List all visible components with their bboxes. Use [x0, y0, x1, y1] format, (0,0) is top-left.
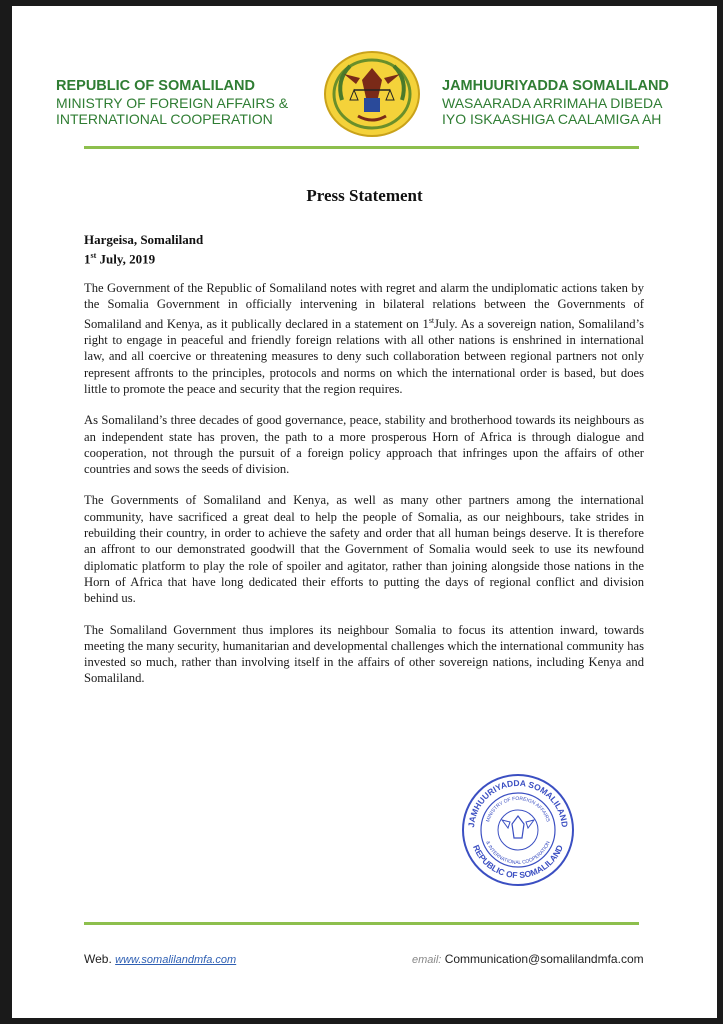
footer-website — [84, 952, 236, 966]
email-label: email: — [412, 954, 442, 966]
dateline — [84, 232, 203, 267]
coat-of-arms-icon — [322, 50, 422, 138]
page-title: Press Statement — [306, 186, 423, 205]
date-day: 1 — [84, 251, 91, 267]
header-ministry-en: MINISTRY OF FOREIGN AFFAIRS & — [56, 94, 289, 111]
document-page — [12, 6, 717, 1018]
header-ministry-so-2: IYO ISKAASHIGA CAALAMIGA AH — [442, 111, 662, 127]
paragraph-1-sup: st — [428, 315, 435, 325]
header-somali — [442, 78, 669, 128]
header-country-en: REPUBLIC OF SOMALILAND — [56, 78, 255, 94]
date — [84, 248, 203, 267]
date-rest: July, 2019 — [96, 251, 156, 267]
paragraph-3: The Governments of Somaliland and Kenya, as well as many other partners among the international community, have sacrificed a great deal to help the people of Somalia, as our neighbours, take strides in rebuilding their country, in order to achieve the safety and order that all human beings deserve. It is therefore an affront to our demonstrated goodwill that the Government of Somalia would seek to use its newfound diplomatic platform to play the role of spoiler and agitator, rather than joining alongside those nations in the Horn of Africa that have long dedicated their efforts to putting the days of regional conflict and division behind us. — [84, 493, 644, 606]
stamp-outer-bottom: REPUBLIC OF SOMALILAND — [471, 843, 565, 881]
paragraph-2: As Somaliland’s three decades of good governance, peace, stability and brotherhood towards its neighbours as an independent state has proven, the path to a more prosperous Horn of Africa is through dialogue and cooperation, not through the pursuit of a foreign policy approach that infringes upon the affairs of other countries and sows the seeds of division. — [84, 413, 644, 477]
header-ministry-en-2: INTERNATIONAL COOPERATION — [56, 111, 273, 127]
stamp-inner-text: MINISTRY OF FOREIGN AFFAIRS — [485, 795, 551, 823]
paragraph-1-text: The Government of the Republic of Somaliland notes with regret and alarm the undiplomatic actions taken by the Somalia Government in officially intervening in bilateral relations between the Governments of Somaliland and Kenya, as it publically declared in a statement on 1 — [84, 281, 644, 331]
paragraph-1-text-cont: July. As a sovereign nation, Somaliland’s right to engage in peaceful and friendly foreign relations with all other nations is enshrined in international law, and all coercive or threatening measures to deny such collaboration between regional partners not only represent affronts to the principles, protocols and norms on which the international order is based, but does little to promote the peace and security that the region requires. — [84, 316, 645, 396]
header-country-so: JAMHUURIYADDA SOMALILAND — [442, 78, 669, 94]
paragraph-1 — [84, 280, 644, 397]
header-divider — [84, 146, 639, 149]
website-link[interactable]: www.somalilandmfa.com — [115, 954, 237, 966]
footer-email — [412, 952, 644, 966]
stamp-outer-text: JAMHUURIYADDA SOMALILAND — [466, 777, 570, 828]
header-english — [56, 78, 288, 128]
paragraph-4: The Somaliland Government thus implores its neighbour Somalia to focus its attention inward, towards meeting the many security, humanitarian and developmental challenges which the international community has invested so much, rather than involving itself in the affairs of other sovereign nations, including Kenya and Somaliland. — [84, 622, 644, 686]
official-stamp — [460, 772, 576, 888]
date-suffix: st — [90, 251, 97, 260]
location: Hargeisa, Somaliland — [84, 232, 204, 247]
header-ministry-so: WASAARADA ARRIMAHA DIBEDA — [442, 94, 663, 111]
stamp-inner-bottom: & INTERNATIONAL COOPERATION — [484, 840, 552, 867]
email-address[interactable]: Communication@somalilandmfa.com — [444, 952, 644, 966]
footer-divider — [84, 922, 639, 925]
statement-body — [84, 280, 644, 702]
web-label: Web. — [84, 952, 112, 966]
